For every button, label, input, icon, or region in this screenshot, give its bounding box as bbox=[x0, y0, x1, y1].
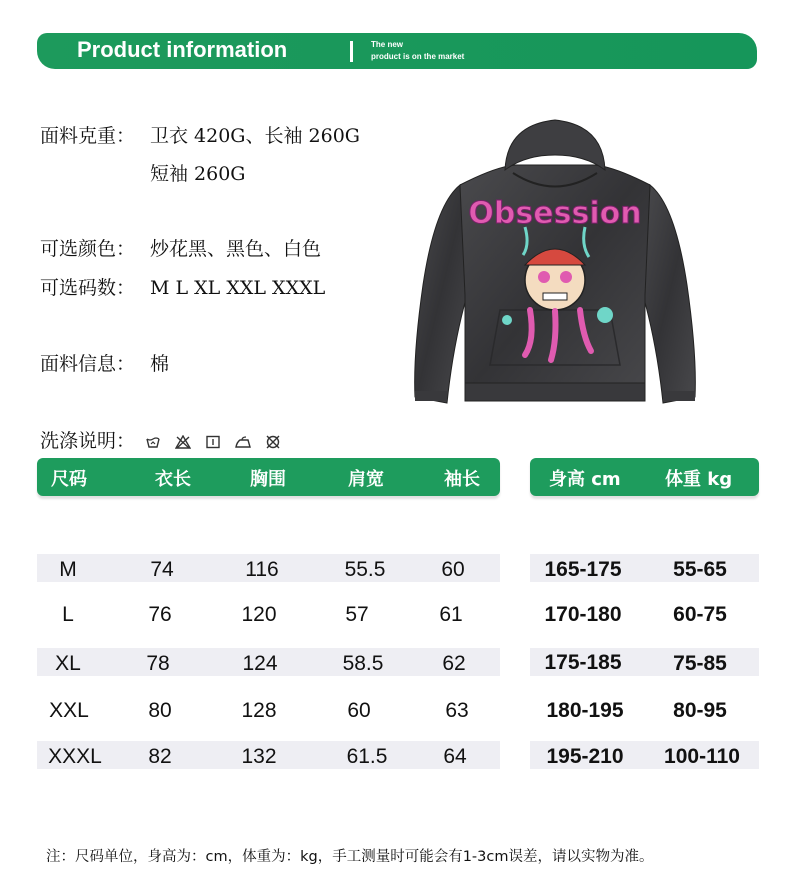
size-header-shoulder: 肩宽 bbox=[348, 469, 384, 490]
product-info-banner bbox=[37, 33, 757, 69]
banner-subtitle-line2: product is on the market bbox=[371, 52, 465, 61]
spec-weight-label: 面料克重： bbox=[40, 125, 136, 147]
size-cell: 128 bbox=[241, 699, 277, 722]
banner-separator bbox=[350, 41, 353, 62]
spec-wash bbox=[40, 426, 281, 453]
spec-size bbox=[40, 273, 325, 300]
spec-color-value: 炒花黑、黑色、白色 bbox=[150, 238, 322, 260]
size-cell: 132 bbox=[241, 745, 277, 768]
fit-table-header bbox=[530, 458, 759, 496]
size-header-length: 衣长 bbox=[155, 469, 191, 490]
size-cell: 61 bbox=[439, 603, 463, 626]
size-header-chest: 胸围 bbox=[250, 469, 286, 490]
size-cell: 62 bbox=[442, 652, 466, 675]
size-cell: L bbox=[62, 603, 74, 626]
size-cell: 61.5 bbox=[346, 745, 388, 768]
spec-weight-value: 卫衣 420G、长袖 260G bbox=[150, 125, 360, 147]
size-cell: 74 bbox=[150, 558, 174, 581]
size-cell: XXXL bbox=[48, 745, 102, 768]
tumble-dry-icon bbox=[205, 435, 221, 449]
size-cell: 78 bbox=[146, 652, 170, 675]
spec-fabric-value: 棉 bbox=[150, 353, 170, 375]
fit-cell: 80-95 bbox=[673, 699, 727, 722]
spec-color-label: 可选颜色： bbox=[40, 238, 136, 260]
no-dry-clean-icon bbox=[265, 435, 281, 449]
size-cell: 58.5 bbox=[342, 652, 384, 675]
spec-wash-label: 洗涤说明： bbox=[40, 430, 136, 452]
banner-title: Product information bbox=[77, 37, 288, 62]
size-table-header bbox=[37, 458, 500, 496]
spec-weight bbox=[40, 121, 360, 148]
spec-size-value: M L XL XXL XXXL bbox=[150, 277, 326, 299]
fit-cell: 170-180 bbox=[544, 603, 622, 626]
size-cell: 60 bbox=[347, 699, 371, 722]
iron-icon bbox=[235, 435, 251, 449]
banner-subtitle-line1: The new bbox=[371, 40, 404, 49]
size-cell: 63 bbox=[445, 699, 469, 722]
size-cell: 124 bbox=[242, 652, 278, 675]
fit-cell: 75-85 bbox=[673, 652, 727, 675]
size-header-size: 尺码 bbox=[51, 469, 87, 490]
size-header-sleeve: 袖长 bbox=[444, 469, 480, 490]
size-cell: 76 bbox=[148, 603, 172, 626]
hoodie-image bbox=[405, 115, 705, 415]
fit-cell: 165-175 bbox=[544, 558, 622, 581]
wash-icons bbox=[145, 435, 281, 449]
no-bleach-icon bbox=[175, 435, 191, 449]
size-cell: M bbox=[59, 558, 77, 581]
size-cell: 116 bbox=[245, 558, 279, 581]
fit-header-height: 身高 cm bbox=[549, 469, 621, 490]
size-cell: 80 bbox=[148, 699, 172, 722]
fit-cell: 180-195 bbox=[546, 699, 624, 722]
hoodie-hood bbox=[505, 120, 605, 170]
hoodie-left-sleeve bbox=[415, 185, 467, 403]
measurement-note: 注：尺码单位，身高为：cm，体重为：kg，手工测量时可能会有1-3cm误差，请以实物为准。 bbox=[46, 849, 654, 865]
size-cell: 55.5 bbox=[344, 558, 386, 581]
size-cell: 60 bbox=[441, 558, 465, 581]
size-cell: 57 bbox=[345, 603, 369, 626]
fit-cell: 195-210 bbox=[546, 745, 624, 768]
fit-cell: 175-185 bbox=[544, 651, 622, 674]
spec-color bbox=[40, 234, 321, 261]
hoodie-print-text: Obsession bbox=[468, 196, 642, 231]
spec-size-label: 可选码数： bbox=[40, 277, 136, 299]
fit-cell: 100-110 bbox=[664, 745, 740, 768]
size-cell: 82 bbox=[148, 745, 172, 768]
spec-weight-value-2: 短袖 260G bbox=[150, 163, 246, 185]
fit-cell: 60-75 bbox=[673, 603, 727, 626]
spec-fabric bbox=[40, 349, 169, 376]
fit-cell: 55-65 bbox=[673, 558, 727, 581]
size-cell: XL bbox=[55, 652, 81, 675]
size-cell: 120 bbox=[241, 603, 277, 626]
spec-fabric-label: 面料信息： bbox=[40, 353, 136, 375]
size-cell: XXL bbox=[49, 699, 89, 722]
hand-wash-icon bbox=[145, 435, 161, 449]
size-cell: 64 bbox=[443, 745, 467, 768]
hoodie-right-sleeve bbox=[643, 185, 695, 403]
fit-header-weight: 体重 kg bbox=[665, 469, 733, 490]
